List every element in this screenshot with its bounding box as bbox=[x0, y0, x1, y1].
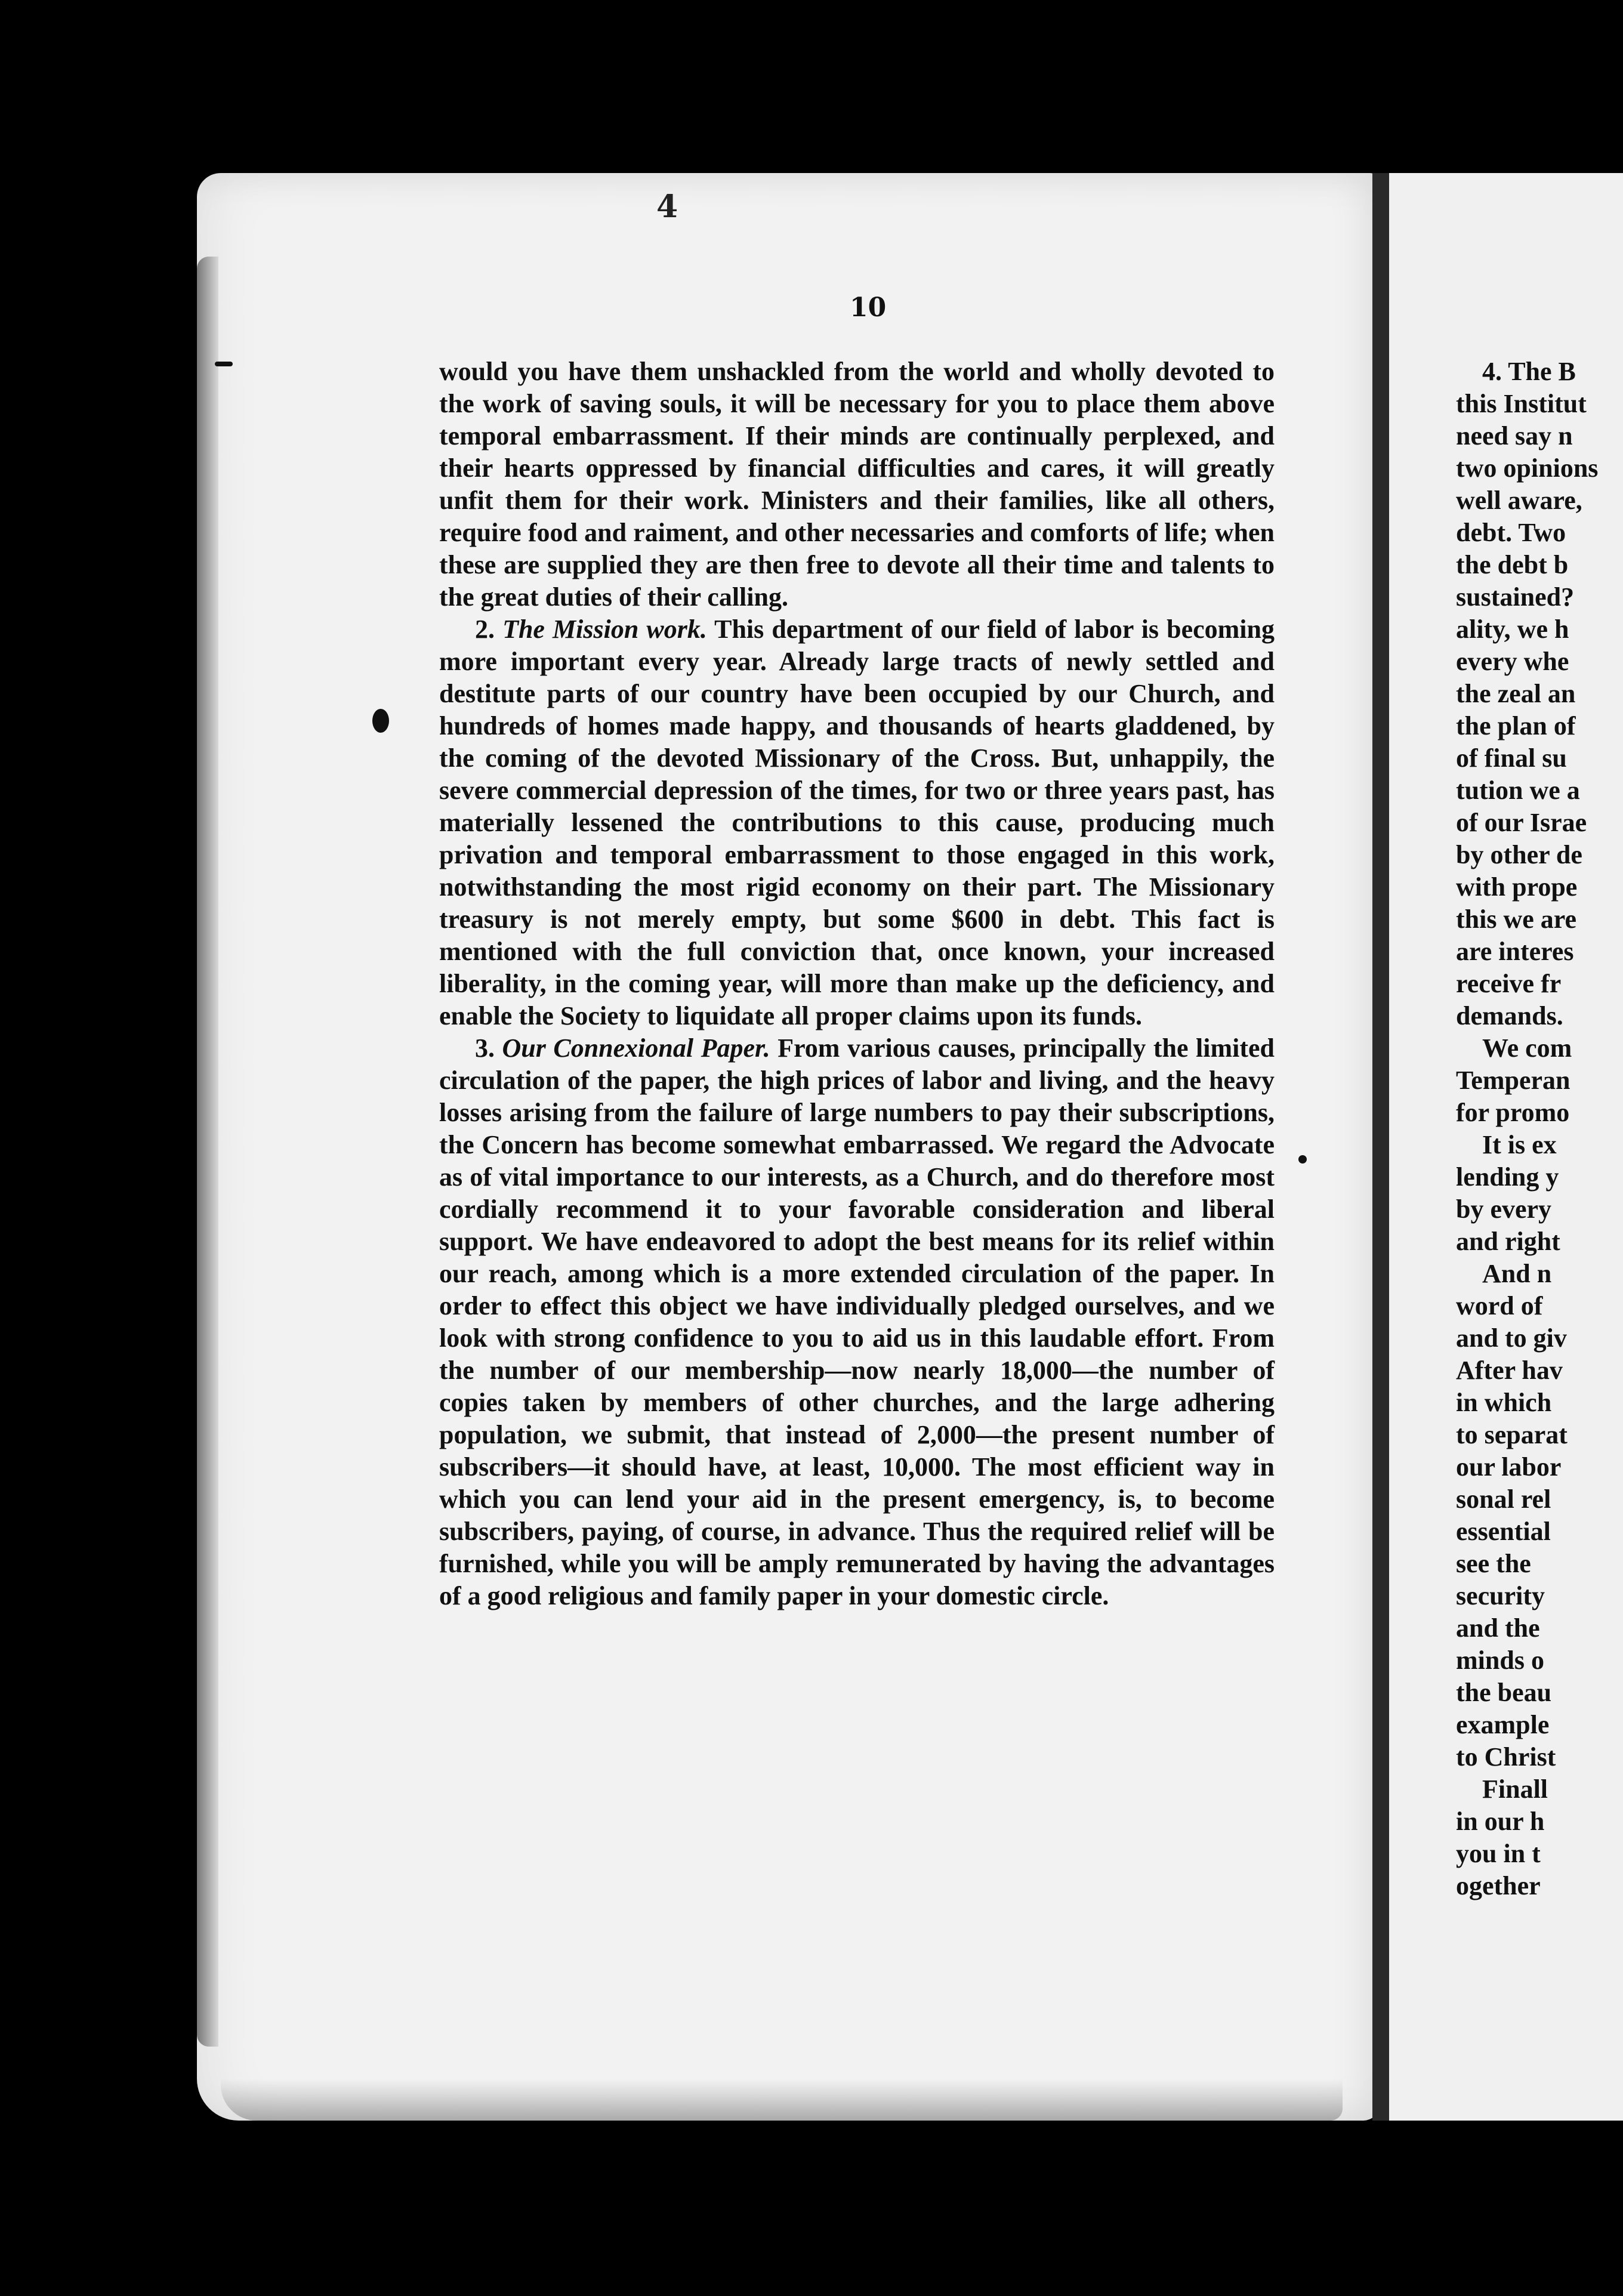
right-page-line: It is ex bbox=[1482, 1130, 1557, 1159]
right-page-line: this we are bbox=[1456, 905, 1577, 934]
right-page-line: ogether bbox=[1456, 1871, 1541, 1900]
right-page-line: with prope bbox=[1456, 872, 1578, 902]
left-page-body bbox=[439, 356, 1275, 1612]
page-bottom-shadow bbox=[221, 2079, 1343, 2121]
right-page-line: minds o bbox=[1456, 1646, 1544, 1675]
right-page-line: security bbox=[1456, 1581, 1545, 1610]
paragraph-mission-work bbox=[439, 613, 1275, 1032]
section-heading: Our Connexional Paper. bbox=[502, 1033, 770, 1063]
page-number: 10 bbox=[850, 292, 887, 323]
right-page-line: by every bbox=[1456, 1195, 1552, 1224]
book-gutter bbox=[1372, 173, 1389, 2121]
right-page-line: in our h bbox=[1456, 1807, 1545, 1836]
right-page-line: and right bbox=[1456, 1227, 1560, 1256]
right-page-line: you in t bbox=[1456, 1839, 1541, 1868]
right-page-line: the plan of bbox=[1456, 711, 1576, 740]
section-number: 3. bbox=[475, 1033, 495, 1063]
right-page-line: in which bbox=[1456, 1388, 1552, 1417]
right-page-line: every whe bbox=[1456, 647, 1569, 676]
right-page-line: to Christ bbox=[1456, 1742, 1556, 1772]
right-page-line: this Institut bbox=[1456, 389, 1587, 418]
right-page-line: example bbox=[1456, 1710, 1550, 1739]
right-page-line: Temperan bbox=[1456, 1066, 1570, 1095]
right-page-line: lending y bbox=[1456, 1162, 1559, 1192]
paragraph-text: From various causes, principally the limited circulation of the paper, the high prices of labor and living, and the heavy losses arising from the failure of large numbers to pay their subscriptions, the Concern has become somewhat embarrassed. We regard the Advocate as of vital importance to our interests, as a Church, and do therefore most cordially recommend it to your favorable consideration and liberal support. We have endeavored to adopt the best means for its relief within our reach, among which is a more extended circulation of the paper. In order to effect this object we have individually pledged ourselves, and we look with strong confidence to you to aid us in this laudable effort. From the number of our membership—now nearly 18,000—the number of copies taken by members of other churches, and the large adhering population, we submit, that instead of 2,000—the present number of subscribers—it should have, at least, 10,000. The most efficient way in which you can lend your aid in the present emergency, is, to become subscribers, paying, of course, in advance. Thus the required relief will be furnished, while you will be amply remunerated by having the advantages of a good religious and family paper in your domestic circle. bbox=[439, 1033, 1275, 1610]
right-page-line: Finall bbox=[1482, 1775, 1548, 1804]
right-page-line: need say n bbox=[1456, 421, 1573, 450]
right-page-line: by other de bbox=[1456, 840, 1582, 869]
right-page-line: two opinions bbox=[1456, 453, 1599, 483]
right-page-line: word of bbox=[1456, 1291, 1543, 1320]
right-page-line: demands. bbox=[1456, 1001, 1563, 1030]
right-page-text bbox=[1456, 356, 1623, 1902]
ink-speck bbox=[1298, 1155, 1307, 1164]
right-page-line: for promo bbox=[1456, 1098, 1570, 1127]
paragraph-intro bbox=[439, 356, 1275, 613]
paragraph-text: would you have them unshackled from the world and wholly devoted to the work of saving souls, it will be necessary for you to place them above temporal embarrassment. If their minds are continually perplexed, and their hearts oppressed by financial difficulties and cares, it will greatly unfit them for their work. Ministers and their families, like all others, require food and raiment, and other necessaries and comforts of life; when these are supplied they are then free to devote all their time and talents to the great duties of their calling. bbox=[439, 357, 1275, 612]
right-page-line: and to giv bbox=[1456, 1323, 1567, 1353]
ink-speck bbox=[215, 362, 233, 366]
right-page-line: tution we a bbox=[1456, 776, 1580, 805]
right-page-line: receive fr bbox=[1456, 969, 1562, 998]
section-number: 2. bbox=[475, 615, 495, 644]
right-page-line: the debt b bbox=[1456, 550, 1569, 579]
right-page-line: And n bbox=[1482, 1259, 1552, 1288]
right-page-line: of final su bbox=[1456, 743, 1567, 773]
right-page-line: debt. Two bbox=[1456, 518, 1566, 547]
right-page-line: We com bbox=[1482, 1033, 1572, 1063]
right-page-line: well aware, bbox=[1456, 486, 1582, 515]
ink-speck bbox=[372, 709, 389, 733]
section-heading: The Mission work. bbox=[502, 615, 707, 644]
paragraph-text: This department of our field of labor is becoming more important every year. Already large tracts of newly settled and destitute parts of our country have been occupied by our Church, and hundreds of homes made happy, and thousands of hearts gladdened, by the coming of the devoted Missionary of the Cross. But, unhappily, the severe commercial depression of the times, for two or three years past, has materially lessened the contributions to this cause, producing much privation and temporal embarrassment to those engaged in this work, notwithstanding the most rigid economy on their part. The Missionary treasury is not merely empty, but some $600 in debt. This fact is mentioned with the full conviction that, once known, your increased liberality, in the coming year, will more than make up the deficiency, and enable the Society to liquidate all proper claims upon its funds. bbox=[439, 615, 1275, 1030]
page-edge-shadow bbox=[197, 257, 218, 2047]
right-page-line: are interes bbox=[1456, 937, 1574, 966]
right-page-line: 4. The B bbox=[1482, 357, 1576, 386]
right-page-line: the zeal an bbox=[1456, 679, 1576, 708]
right-page-line: to separat bbox=[1456, 1420, 1568, 1449]
right-page-line: sonal rel bbox=[1456, 1485, 1551, 1514]
right-page-line: our labor bbox=[1456, 1452, 1562, 1482]
right-page-line: sustained? bbox=[1456, 582, 1575, 612]
right-page-line: of our Israe bbox=[1456, 808, 1587, 837]
right-page-line: After hav bbox=[1456, 1356, 1563, 1385]
right-page-line: essential bbox=[1456, 1517, 1551, 1546]
right-page-line: ality, we h bbox=[1456, 615, 1569, 644]
right-page-line: and the bbox=[1456, 1613, 1540, 1643]
right-page-line: see the bbox=[1456, 1549, 1531, 1578]
paragraph-connexional-paper bbox=[439, 1032, 1275, 1612]
page-mark: 4 bbox=[656, 189, 678, 225]
right-page-line: the beau bbox=[1456, 1678, 1552, 1707]
